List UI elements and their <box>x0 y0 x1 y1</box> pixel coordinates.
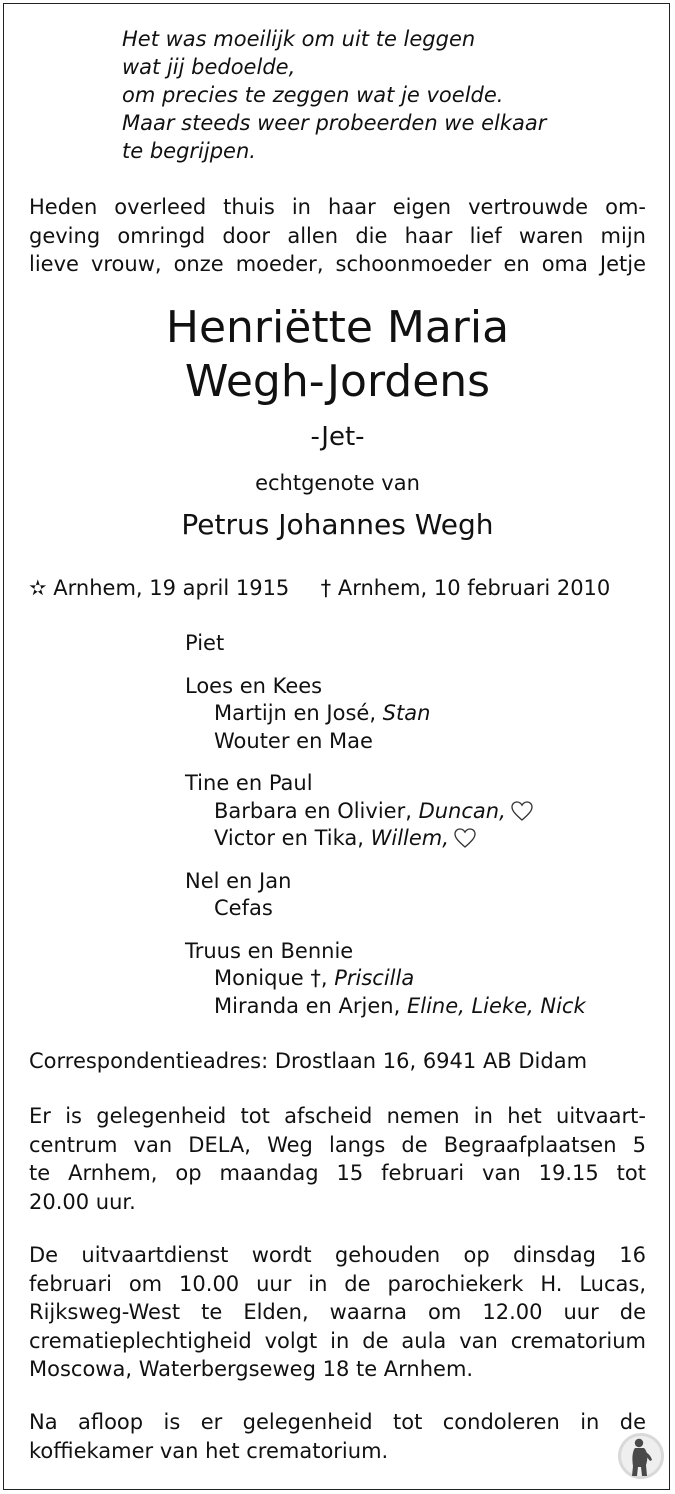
deceased-name-last: Wegh-Jordens <box>184 356 491 407</box>
intro-paragraph <box>29 193 646 279</box>
grandchild-name: Eline, Lieke, Nick <box>406 993 586 1018</box>
family-subrow <box>185 700 586 728</box>
condolence-paragraph <box>29 1408 646 1465</box>
family-member: Martijn en José, <box>214 701 383 725</box>
correspondence-address: Correspondentieadres: Drostlaan 16, 6941 AB Didam <box>29 1049 588 1073</box>
family-member: Miranda en Arjen, <box>214 993 407 1018</box>
grandchild-name: Priscilla <box>334 966 415 990</box>
life-dates <box>29 573 610 603</box>
family-list <box>185 630 586 1035</box>
intro-line: lieve vrouw, onze moeder, schoonmoeder en oma Jetje <box>29 252 646 276</box>
family-subrow <box>185 798 586 826</box>
heart-outline-icon <box>510 800 534 822</box>
poem-line: wat jij bedoelde, <box>122 55 296 79</box>
family-group <box>185 938 586 1021</box>
grandchild-name: Duncan, <box>418 798 506 823</box>
poem-line: Het was moeilijk om uit te leggen <box>122 27 476 51</box>
family-group <box>185 770 586 853</box>
farewell-line: 20.00 uur. <box>29 1189 136 1214</box>
deceased-name-first: Henriëtte Maria <box>165 302 510 353</box>
service-line: februari om 10.00 uur in de parochiekerk H. Lucas, <box>29 1271 646 1296</box>
poem-line: te begrijpen. <box>122 139 256 163</box>
memorial-figure-logo <box>617 1432 665 1480</box>
family-subrow <box>185 965 586 993</box>
spouse-name: Petrus Johannes Wegh <box>181 508 494 541</box>
family-member: Piet <box>185 631 225 655</box>
family-subrow <box>185 825 586 853</box>
grandchild-name: Willem, <box>370 826 449 850</box>
family-member: Loes en Kees <box>185 673 323 698</box>
family-member: Cefas <box>214 896 273 920</box>
relation-label: echtgenote van <box>255 471 420 495</box>
death-cross-icon: † <box>320 576 332 600</box>
deceased-nickname: -Jet- <box>310 422 365 452</box>
family-subrow <box>185 993 586 1021</box>
condolence-line: Na afloop is er gelegenheid tot condoleren in de <box>29 1410 646 1434</box>
farewell-line: te Arnhem, op maandag 15 februari van 19.15 tot <box>29 1161 646 1185</box>
poem <box>122 25 546 165</box>
family-group <box>185 868 586 923</box>
intro-line: geving omringd door allen die haar lief waren mijn <box>29 223 646 248</box>
service-line: Moscowa, Waterbergseweg 18 te Arnhem. <box>29 1357 474 1381</box>
service-line: Rijksweg-West te Elden, waarna om 12.00 uur de <box>29 1300 646 1324</box>
family-subrow <box>185 728 586 756</box>
farewell-line: centrum van DELA, Weg langs de Begraafplaatsen 5 <box>29 1132 646 1157</box>
family-group <box>185 630 586 658</box>
family-group <box>185 673 586 756</box>
family-member: Truus en Bennie <box>185 938 354 963</box>
farewell-paragraph <box>29 1102 646 1216</box>
birth-star-icon: ✫ <box>29 576 47 600</box>
birth-date: Arnhem, 19 april 1915 <box>53 576 290 600</box>
family-member: Wouter en Mae <box>214 728 373 753</box>
poem-line: Maar steeds weer probeerden we elkaar <box>122 111 547 135</box>
condolence-line: koffiekamer van het crematorium. <box>29 1438 389 1463</box>
poem-line: om precies te zeggen wat je voelde. <box>122 83 504 107</box>
service-paragraph <box>29 1241 646 1384</box>
service-line: De uitvaartdienst wordt gehouden op dinsdag 16 <box>29 1243 646 1267</box>
death-date: Arnhem, 10 februari 2010 <box>337 576 611 600</box>
family-member: Victor en Tika, <box>214 826 371 850</box>
family-member: Nel en Jan <box>185 868 292 893</box>
family-subrow <box>185 895 586 923</box>
farewell-line: Er is gelegenheid tot afscheid nemen in het uitvaart- <box>29 1104 646 1128</box>
family-member: Tine en Paul <box>185 771 313 795</box>
family-member: Barbara en Olivier, <box>214 798 419 823</box>
family-member: Monique †, <box>214 966 335 990</box>
grandchild-name: Stan <box>382 701 431 725</box>
service-line: crematieplechtigheid volgt in de aula van crematorium <box>29 1328 646 1353</box>
heart-outline-icon <box>453 827 477 849</box>
intro-line: Heden overleed thuis in haar eigen vertrouwde om- <box>29 195 646 219</box>
